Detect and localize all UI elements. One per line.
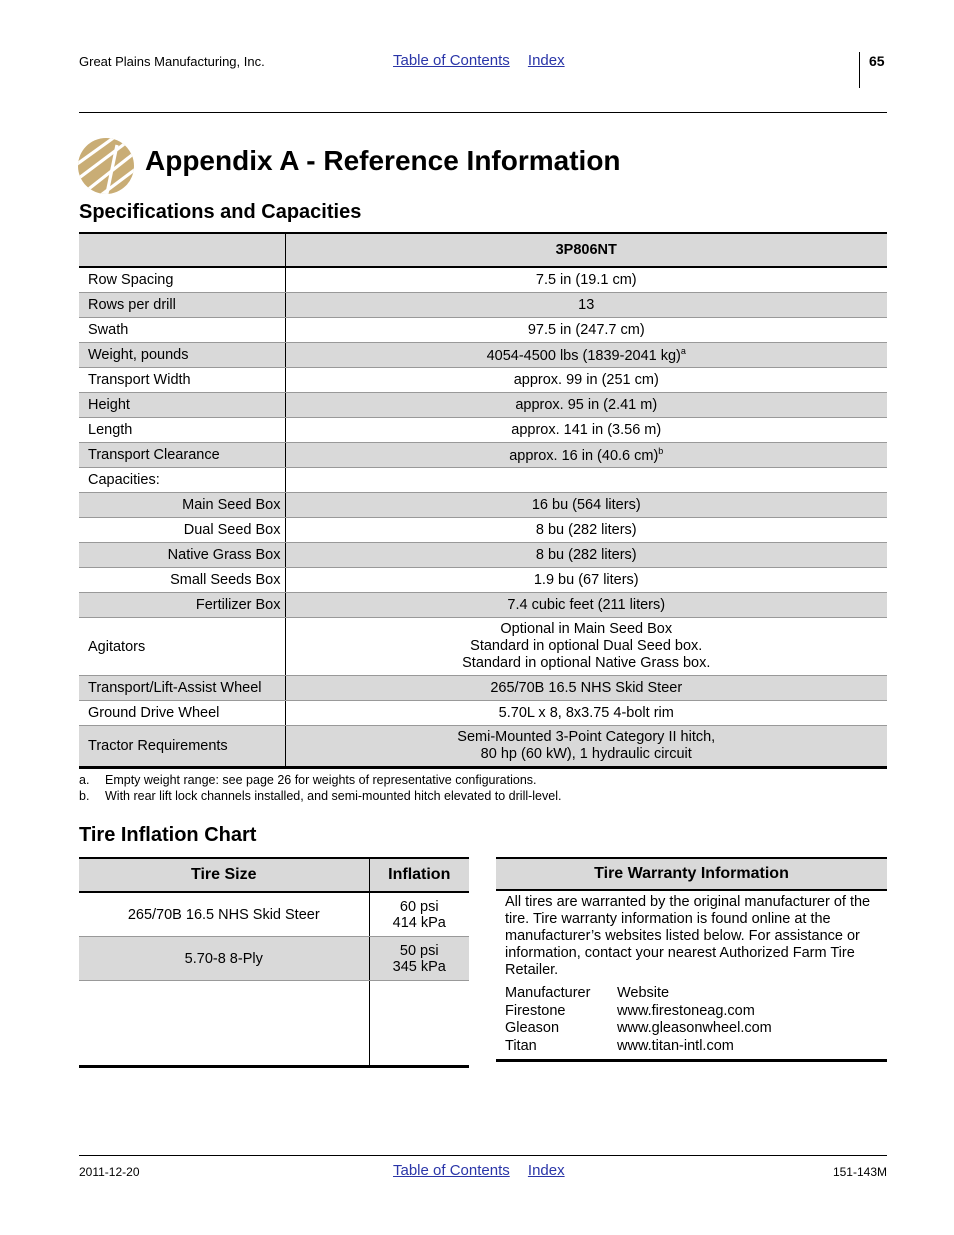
table-row [79, 568, 887, 593]
table-row [79, 418, 887, 443]
spec-value: approx. 141 in (3.56 m) [285, 418, 887, 443]
footer-date: 2011-12-20 [79, 1165, 140, 1179]
spec-label: Swath [79, 318, 285, 343]
header-nav [393, 52, 579, 69]
footnote [79, 772, 561, 788]
specifications-table [79, 232, 887, 769]
spec-value-line: Standard in optional Native Grass box. [462, 655, 711, 671]
spec-value: approx. 99 in (251 cm) [285, 368, 887, 393]
spec-value: 13 [285, 293, 887, 318]
list-item [505, 1003, 879, 1021]
page-title: Appendix A - Reference Information [145, 145, 621, 176]
spec-value: 7.4 cubic feet (211 liters) [285, 593, 887, 618]
empty-cell [369, 981, 469, 1067]
spec-label: Weight, pounds [79, 343, 285, 368]
spec-value-line: Semi-Mounted 3-Point Category II hitch, [457, 729, 716, 745]
index-link[interactable]: Index [527, 1162, 565, 1179]
table-row [79, 318, 887, 343]
tire-kpa: 414 kPa [392, 914, 446, 931]
page-header [79, 52, 887, 88]
spec-value: 8 bu (282 liters) [285, 518, 887, 543]
tire-inflation-cell [369, 892, 469, 937]
manufacturer-name: Firestone [505, 1002, 566, 1019]
table-row [79, 368, 887, 393]
model-header: 3P806NT [285, 233, 887, 267]
list-item [505, 1020, 879, 1038]
toc-link[interactable]: Table of Contents [393, 52, 510, 69]
tire-warranty-box [496, 857, 887, 1062]
spec-value: approx. 95 in (2.41 m) [285, 393, 887, 418]
table-row [79, 543, 887, 568]
footnote-text: Empty weight range: see page 26 for weights of representative configurations. [105, 773, 537, 787]
spec-value: 97.5 in (247.7 cm) [285, 318, 887, 343]
company-name: Great Plains Manufacturing, Inc. [79, 54, 265, 69]
col-inflation: Inflation [369, 858, 469, 892]
manufacturer-name: Gleason [505, 1020, 560, 1036]
table-row [79, 701, 887, 726]
empty-cell [79, 981, 369, 1067]
manufacturer-list [505, 985, 879, 1055]
spec-value: 7.5 in (19.1 cm) [285, 267, 887, 293]
footnote-ref: a [680, 346, 686, 357]
table-row [79, 293, 887, 318]
spec-value-line: 80 hp (60 kW), 1 hydraulic circuit [480, 746, 692, 762]
spec-heading: Specifications and Capacities [79, 201, 362, 223]
spec-value-cell [285, 726, 887, 768]
spec-header-blank [79, 233, 285, 267]
spec-label: Transport Width [79, 368, 285, 393]
tire-size: 5.70-8 8-Ply [79, 937, 369, 981]
tire-kpa: 345 kPa [392, 958, 446, 975]
table-row [79, 618, 887, 676]
spec-label: Ground Drive Wheel [79, 701, 285, 726]
table-row [79, 676, 887, 701]
tire-inflation-table [79, 857, 469, 1068]
manufacturer-header [505, 985, 879, 1003]
spec-value: 8 bu (282 liters) [285, 543, 887, 568]
manufacturer-website: www.firestoneag.com [617, 1002, 755, 1019]
manufacturer-name: Titan [505, 1037, 537, 1054]
tire-heading: Tire Inflation Chart [79, 824, 257, 846]
footnote [79, 788, 561, 804]
table-row [79, 343, 887, 368]
header-divider [859, 52, 860, 88]
spec-label: Height [79, 393, 285, 418]
table-row [79, 593, 887, 618]
spec-header-row [79, 233, 887, 267]
spec-label: Native Grass Box [79, 543, 285, 568]
tire-psi: 50 psi [399, 942, 439, 959]
spec-label: Row Spacing [79, 267, 285, 293]
table-row [79, 937, 469, 981]
table-row [79, 493, 887, 518]
table-row [79, 267, 887, 293]
spec-value-line: Optional in Main Seed Box [500, 621, 673, 637]
col-manufacturer: Manufacturer [505, 985, 591, 1001]
table-row [79, 443, 887, 468]
spec-value [285, 468, 887, 493]
doc-number: 151-143M [832, 1165, 887, 1179]
table-row [79, 726, 887, 768]
footnote-text: With rear lift lock channels installed, and semi-mounted hitch elevated to drill-level. [105, 789, 562, 803]
col-website: Website [617, 985, 670, 1001]
spec-label: Fertilizer Box [79, 593, 285, 618]
spec-label: Tractor Requirements [79, 726, 285, 768]
spec-label: Main Seed Box [79, 493, 285, 518]
toc-link[interactable]: Table of Contents [393, 1162, 510, 1179]
warranty-text: All tires are warranted by the original manufacturer of the tire. Tire warranty information is found online at the manufacturer’s websites listed below. For assistance or information, contact your nearest Authorized Farm Tire Retailer. [505, 894, 871, 978]
spec-value-cell [285, 618, 887, 676]
table-row [79, 468, 887, 493]
footer-nav [393, 1162, 579, 1179]
footnote-mark: a. [79, 773, 90, 787]
spec-value: 16 bu (564 liters) [285, 493, 887, 518]
manufacturer-website: www.titan-intl.com [617, 1037, 734, 1054]
spec-value: approx. 16 in (40.6 cm) [509, 447, 659, 464]
spec-label: Transport Clearance [79, 443, 285, 468]
header-rule [79, 112, 887, 113]
great-plains-logo-icon [77, 137, 135, 195]
spec-label: Agitators [79, 618, 285, 676]
tire-size: 265/70B 16.5 NHS Skid Steer [79, 892, 369, 937]
spec-label: Length [79, 418, 285, 443]
spec-value-line: Standard in optional Dual Seed box. [470, 638, 703, 654]
tire-inflation-cell [369, 937, 469, 981]
spec-label: Dual Seed Box [79, 518, 285, 543]
tire-header-row [79, 858, 469, 892]
table-row [79, 892, 469, 937]
spec-value-cell [285, 443, 887, 468]
col-tire-size: Tire Size [79, 858, 369, 892]
spec-value: 265/70B 16.5 NHS Skid Steer [285, 676, 887, 701]
spec-label: Capacities: [79, 468, 285, 493]
table-row-empty [79, 981, 469, 1067]
tire-psi: 60 psi [399, 898, 439, 915]
index-link[interactable]: Index [527, 52, 565, 69]
warranty-title: Tire Warranty Information [496, 859, 887, 891]
spec-value-cell [285, 343, 887, 368]
table-row [79, 393, 887, 418]
spec-label: Small Seeds Box [79, 568, 285, 593]
spec-value: 1.9 bu (67 liters) [285, 568, 887, 593]
manufacturer-website: www.gleasonwheel.com [617, 1020, 772, 1036]
footer-rule [79, 1155, 887, 1156]
page-number: 65 [869, 53, 885, 69]
footnote-ref: b [658, 446, 664, 457]
spec-footnotes [79, 772, 561, 804]
table-row [79, 518, 887, 543]
spec-label: Rows per drill [79, 293, 285, 318]
list-item [505, 1038, 879, 1056]
spec-value: 4054-4500 lbs (1839-2041 kg) [486, 347, 681, 364]
footnote-mark: b. [79, 789, 90, 803]
spec-label: Transport/Lift-Assist Wheel [79, 676, 285, 701]
warranty-body [496, 891, 887, 1055]
spec-value: 5.70L x 8, 8x3.75 4-bolt rim [285, 701, 887, 726]
